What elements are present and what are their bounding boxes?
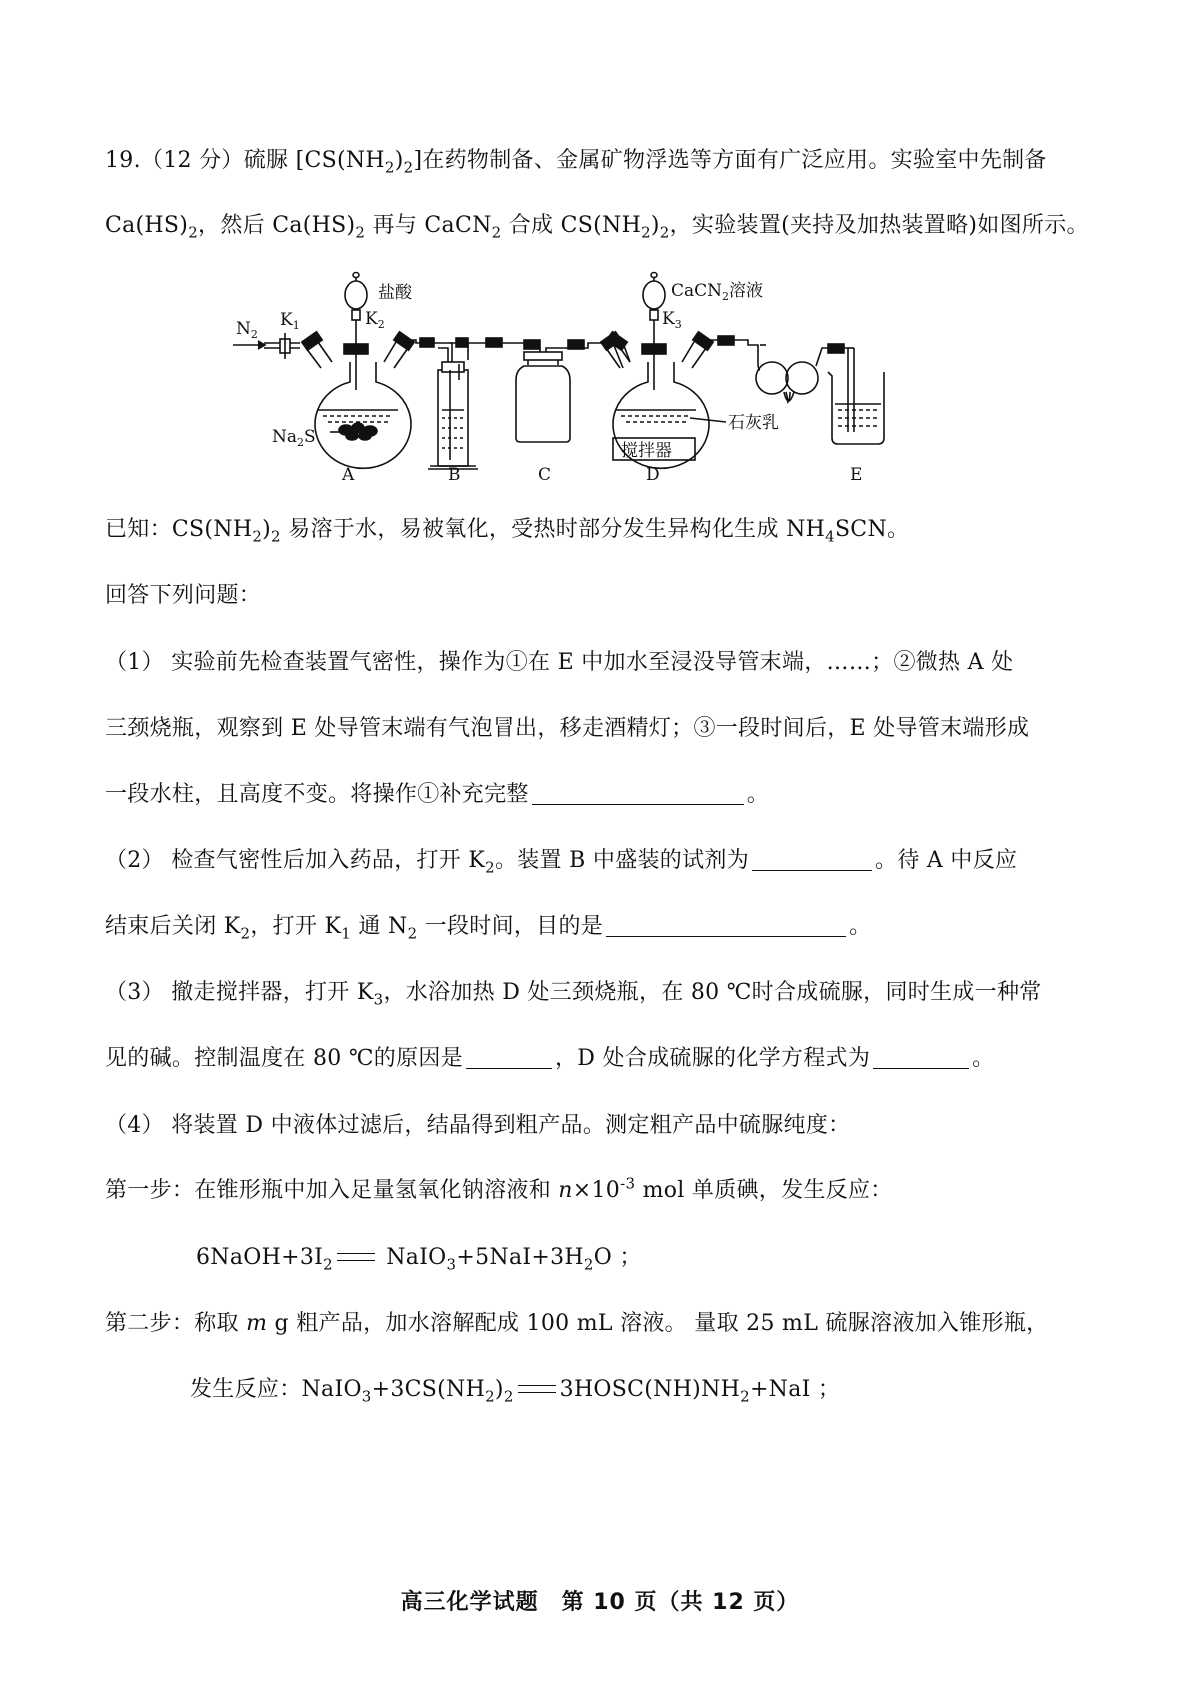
q4-equation2: 发生反应：$NaIO_3+3CS(NH_2)_2$ $3HOSC(NH)NH_2+NaI$ ； (190, 1377, 841, 1406)
page-footer: 高三化学试题 第 10 页（共 12 页） (400, 1590, 800, 1615)
k2-label: $K_2$ (365, 309, 385, 331)
q4-step1: 第一步：在锥形瓶中加入足量氢氧化钠溶液和 $n\times 10^{-3}$ mol 单质碘，发生反应： (105, 1174, 893, 1203)
q1-line1: （1） 实验前先检查装置气密性，操作为①在 E 中加水至浸没导管末端，……；②微热 A 处 (105, 650, 1014, 675)
q2-line1: （2） 检查气密性后加入药品，打开 $K_2$。装置 B 中盛装的试剂为 。待 A 中反应 (105, 848, 1018, 877)
known-info: 已知：$CS(NH_2)_2$ 易溶于水，易被氧化，受热时部分发生异构化生成 $NH_4SCN$。 (105, 517, 910, 546)
na2s-label: $Na_2S$ (272, 427, 316, 449)
k3-label: $K_3$ (662, 309, 682, 331)
apparatus-diagram (228, 270, 968, 528)
q2-purpose-blank[interactable] (606, 914, 846, 937)
q3-equation-blank[interactable] (873, 1046, 969, 1069)
question-number: 19. (105, 148, 141, 173)
lime-milk-label: 石灰乳 (728, 413, 779, 433)
q2-reagent-blank[interactable] (752, 848, 872, 871)
q1-line2: 三颈烧瓶，观察到 E 处导管末端有气泡冒出，移走酒精灯；③一段时间后，E 处导管末端形成 (105, 716, 1030, 741)
q4-step2: 第二步：称取 m g 粗产品，加水溶解配成 100 mL 溶液。 量取 25 mL 硫脲溶液加入锥形瓶， (105, 1311, 1049, 1336)
q3-line1: （3） 撤走搅拌器，打开 $K_3$，水浴加热 D 处三颈烧瓶，在 80 ℃时合成硫脲，同时生成一种常 (105, 980, 1042, 1009)
hcl-label: 盐酸 (378, 283, 412, 303)
label-e: E (850, 465, 863, 485)
q3-reason-blank[interactable] (466, 1046, 552, 1069)
stirrer-label: 搅拌器 (621, 441, 672, 461)
q4-line1: （4） 将装置 D 中液体过滤后，结晶得到粗产品。测定粗产品中硫脲纯度： (105, 1113, 851, 1138)
cacn2-label: CaCN$_2$溶液 (671, 281, 764, 303)
q3-line2: 见的碱。控制温度在 80 ℃的原因是 ，D 处合成硫脲的化学方程式为 。 (105, 1046, 995, 1071)
label-b: B (448, 465, 461, 485)
question-intro-line2: $Ca(HS)_2$，然后 $Ca(HS)_2$ 再与 CaCN$_2$ 合成 $CS(NH_2)_2$，实验装置(夹持及加热装置略)如图所示。 (105, 213, 1089, 242)
n2-label: $N_2$ (236, 319, 258, 341)
label-c: C (538, 465, 552, 485)
label-d: D (646, 465, 660, 485)
question-intro-line1: 19.（12 分）硫脲 $[CS(NH_2)_2]$在药物制备、金属矿物浮选等方面有广泛应用。实验室中先制备 (105, 148, 1047, 177)
q2-line2: 结束后关闭 $K_2$，打开 $K_1$ 通 $N_2$ 一段时间，目的是 。 (105, 914, 872, 943)
label-a: A (342, 465, 355, 485)
q4-equation1: $6NaOH+3I_2$ $NaIO_3+5NaI+3H_2O$ ； (196, 1245, 642, 1274)
q1-answer-blank[interactable] (532, 782, 744, 805)
q1-line3: 一段水柱，且高度不变。将操作①补充完整 。 (105, 782, 770, 807)
equals-sign (337, 1253, 375, 1261)
k1-label: $K_1$ (280, 310, 300, 332)
prompt-text: 回答下列问题： (105, 583, 262, 608)
equals-sign (518, 1385, 556, 1393)
